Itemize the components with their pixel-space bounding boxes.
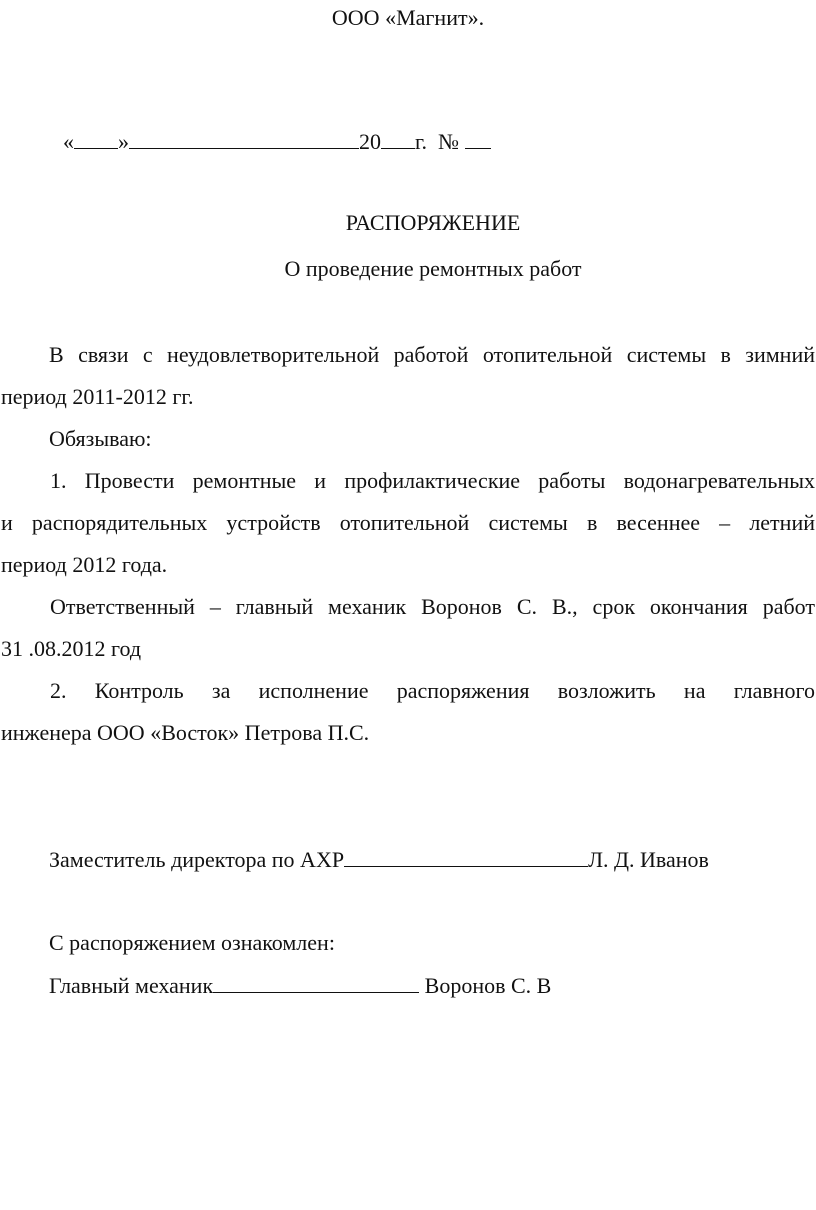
- item2-line1: 2. Контроль за исполнение распоряжения возложить на главного: [50, 678, 815, 703]
- mechanic-name: Воронов С. В: [424, 973, 552, 998]
- para1-line2: период 2011-2012 гг.: [1, 384, 194, 409]
- year-blank: [381, 130, 415, 149]
- responsible-line2: 31 .08.2012 год: [1, 636, 142, 661]
- deputy-name: Л. Д. Иванов: [588, 847, 709, 872]
- number-sign: №: [438, 129, 460, 154]
- obligate-label: Обязываю:: [49, 426, 152, 451]
- document-subject: О проведение ремонтных работ: [284, 256, 582, 281]
- day-blank: [74, 130, 118, 149]
- document-type: РАСПОРЯЖЕНИЕ: [345, 210, 521, 235]
- quote-close: »: [118, 129, 129, 154]
- month-blank: [129, 130, 359, 149]
- year-prefix: 20: [359, 129, 381, 154]
- acquainted-label: С распоряжением ознакомлен:: [49, 930, 335, 955]
- deputy-title: Заместитель директора по АХР: [49, 847, 345, 872]
- item1-line3: период 2012 года.: [1, 552, 168, 577]
- deputy-signature-blank: [344, 848, 588, 867]
- date-number-line: [63, 130, 491, 153]
- mechanic-signature-blank: [213, 974, 419, 993]
- item2-line2: инженера ООО «Восток» Петрова П.С.: [1, 720, 370, 745]
- company-header: ООО «Магнит».: [331, 5, 485, 30]
- mechanic-signature-line: [49, 974, 551, 997]
- deputy-signature-line: [49, 848, 709, 871]
- year-suffix: г.: [415, 129, 428, 154]
- item1-line1: 1. Провести ремонтные и профилактические работы водонагревательных: [50, 468, 815, 493]
- para1-line1: В связи с неудовлетворительной работой отопительной системы в зимний: [49, 342, 815, 367]
- responsible-line1: Ответственный – главный механик Воронов С. В., срок окончания работ: [50, 594, 815, 619]
- number-blank: [465, 130, 491, 149]
- item1-line2: и распорядительных устройств отопительной системы в весеннее – летний: [1, 510, 815, 535]
- quote-open: «: [63, 129, 74, 154]
- mechanic-title: Главный механик: [49, 973, 214, 998]
